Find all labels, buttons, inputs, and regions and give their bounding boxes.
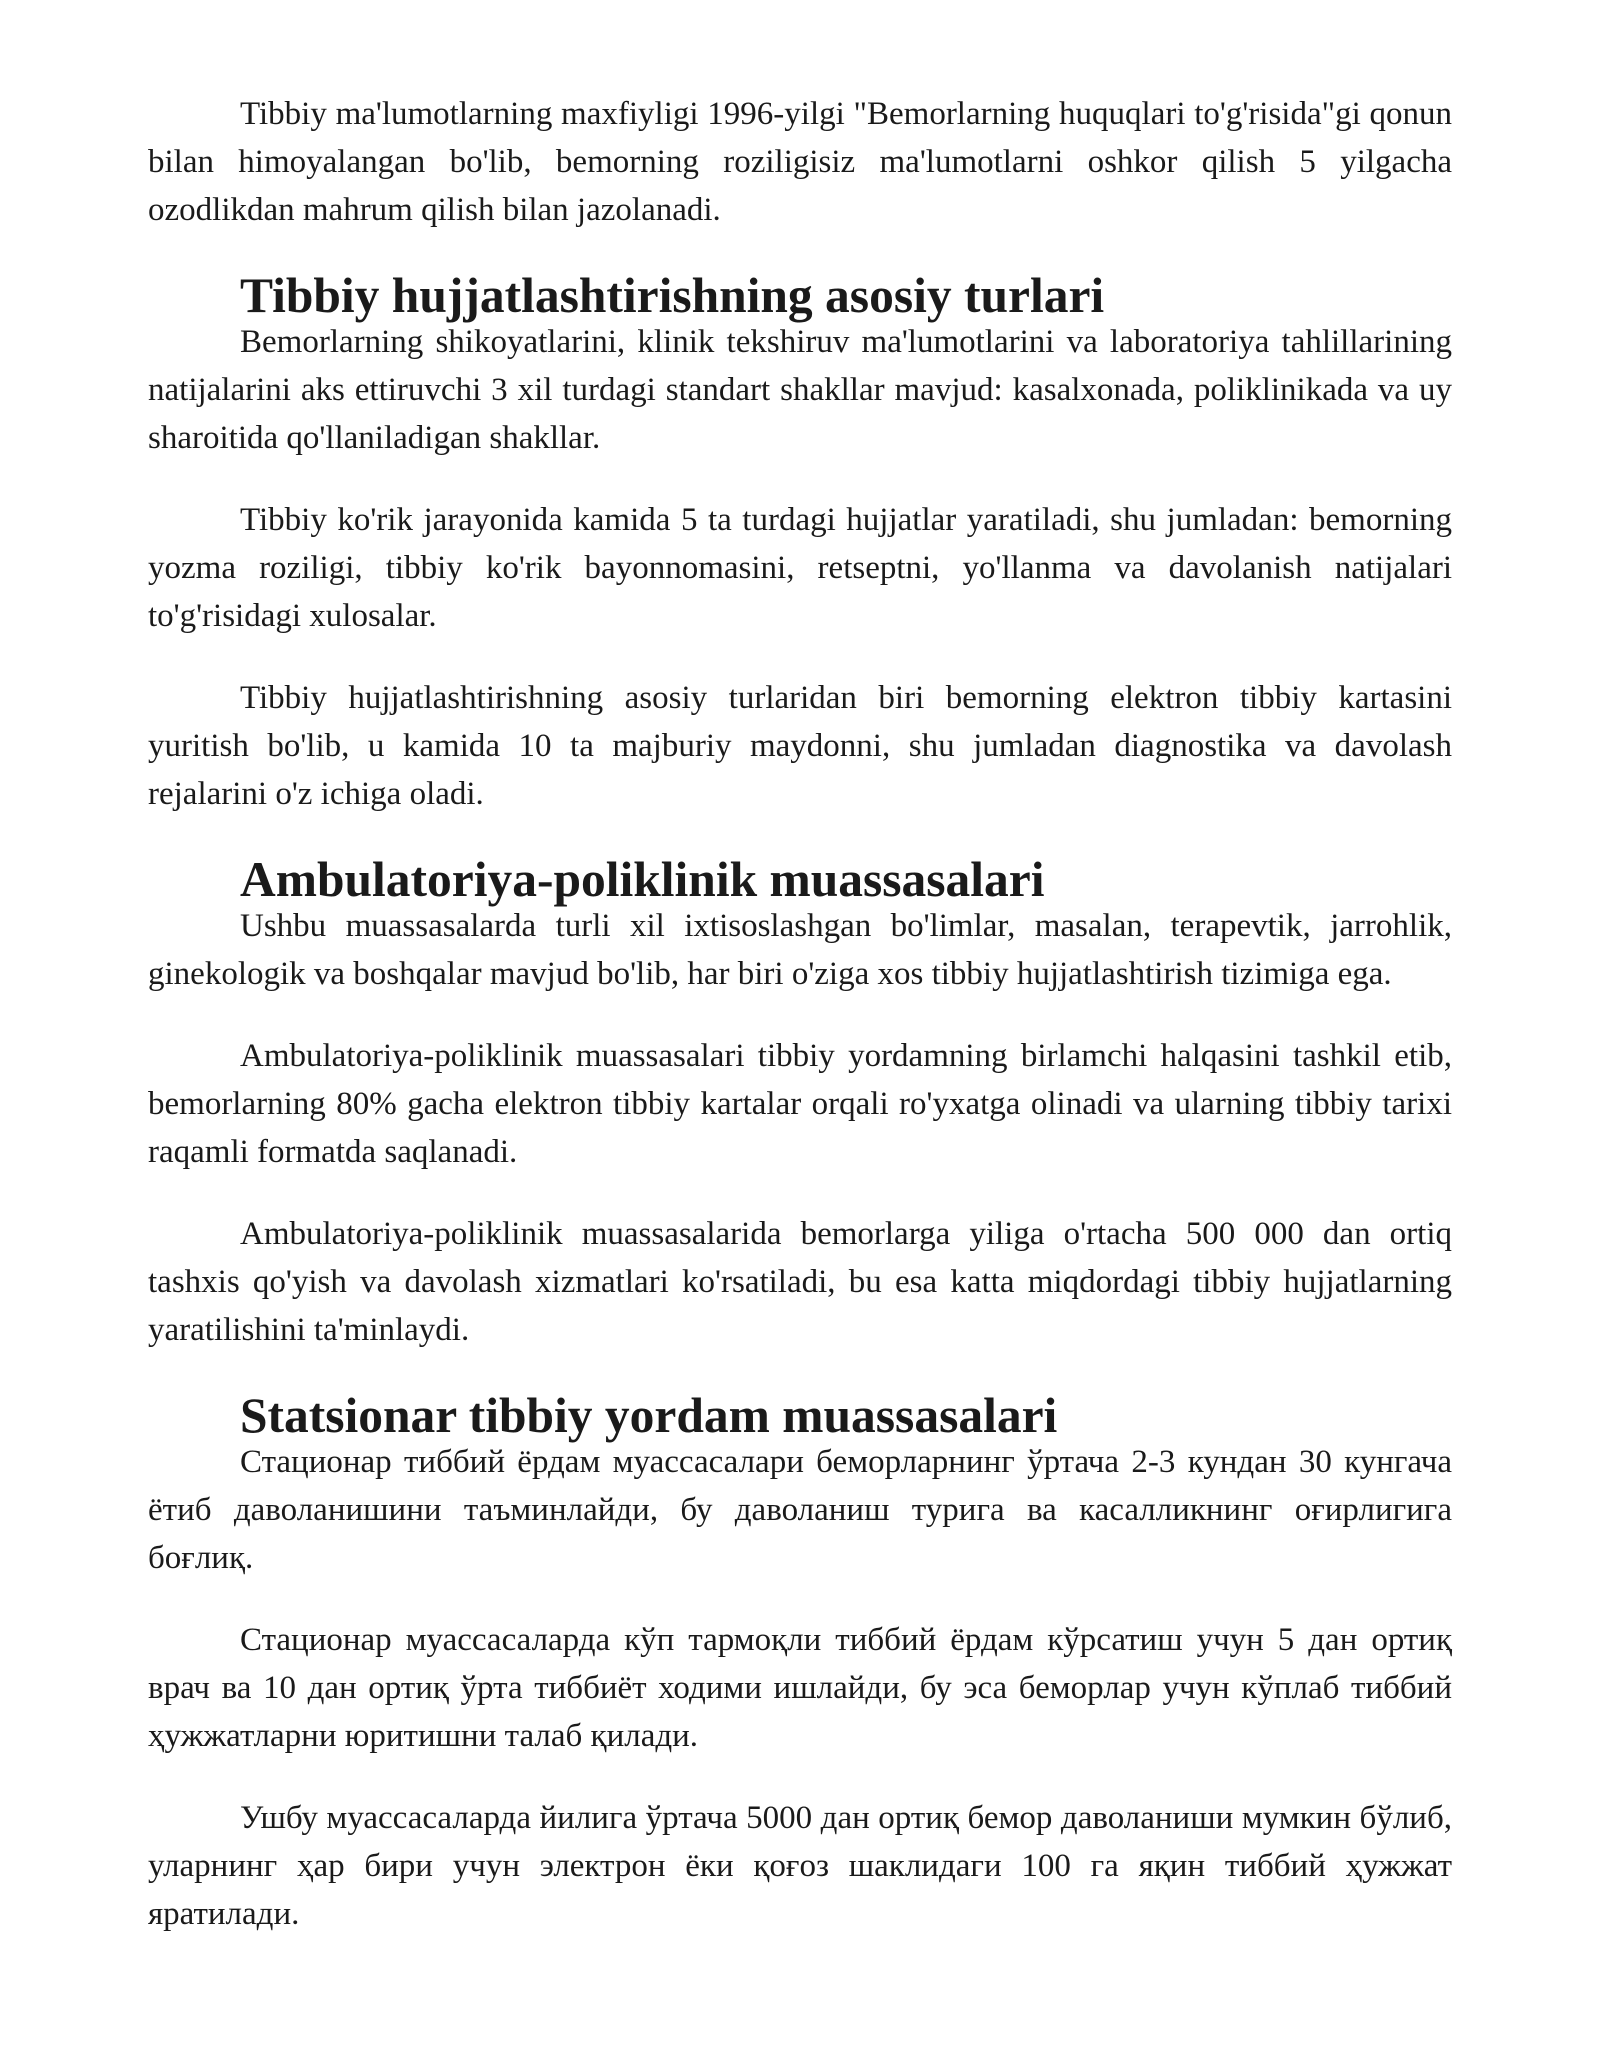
paragraph-electronic-card: Tibbiy hujjatlashtirishning asosiy turlaridan biri bemorning elektron tibbiy kartasini yuritish bo'lib, u kamida 10 ta majburiy maydonni, shu jumladan diagnostika va davolash rejalarini o'z ichiga oladi. [148,680,1452,812]
section-heading-inpatient: Statsionar tibbiy yordam muassasalari [240,1388,1058,1443]
paragraph-confidentiality: Tibbiy ma'lumotlarning maxfiyligi 1996-yilgi "Bemorlarning huquqlari to'g'risida"gi qonun bilan himoyalangan bo'lib, bemorning roziligisiz ma'lumotlarni oshkor qilish 5 yilgacha ozodlikdan mahrum qilish bilan jazolanadi. [148,96,1452,228]
paragraph-outpatient-departments: Ushbu muassasalarda turli xil ixtisoslashgan bo'limlar, masalan, terapevtik, jarrohlik, ginekologik va boshqalar mavjud bo'lib, har biri o'ziga xos tibbiy hujjatlashtirish tizimiga ega. [148,908,1452,992]
paragraph-outpatient-primary-care: Ambulatoriya-poliklinik muassasalari tibbiy yordamning birlamchi halqasini tashkil etib, bemorlarning 80% gacha elektron tibbiy kartalar orqali ro'yxatga olinadi va ularning tibbiy tarixi raqamli formatda saqlanadi. [148,1038,1452,1170]
paragraph-inpatient-staff: Стационар муассасаларда кўп тармоқли тиббий ёрдам кўрсатиш учун 5 дан ортиқ врач ва 10 дан ортиқ ўрта тиббиёт ходими ишлайди, бу эса беморлар учун кўплаб тиббий ҳужжатларни юритишни талаб қилади. [148,1622,1452,1754]
paragraph-examination-documents: Tibbiy ko'rik jarayonida kamida 5 ta turdagi hujjatlar yaratiladi, shu jumladan: bemorning yozma roziligi, tibbiy ko'rik bayonnomasini, retseptni, yo'llanma va davolanish natijalari to'g'risidagi xulosalar. [148,502,1452,634]
paragraph-standard-forms: Bemorlarning shikoyatlarini, klinik tekshiruv ma'lumotlarini va laboratoriya tahlillarining natijalarini aks ettiruvchi 3 xil turdagi standart shakllar mavjud: kasalxonada, poliklinikada va uy sharoitida qo'llaniladigan shakllar. [148,324,1452,456]
paragraph-inpatient-patients: Ушбу муассасаларда йилига ўртача 5000 дан ортиқ бемор даволаниши мумкин бўлиб, уларнинг ҳар бири учун электрон ёки қоғоз шаклидаги 100 га яқин тиббий ҳужжат яратилади. [148,1800,1452,1932]
section-heading-outpatient: Ambulatoriya-poliklinik muassasalari [240,852,1045,907]
document-page [148,90,1452,1938]
paragraph-inpatient-stay: Стационар тиббий ёрдам муассасалари беморларнинг ўртача 2-3 кундан 30 кунгача ётиб даволанишини таъминлайди, бу даволаниш турига ва касалликнинг оғирлигига боғлиқ. [148,1444,1452,1576]
section-heading-documentation-types: Tibbiy hujjatlashtirishning asosiy turlari [240,268,1105,323]
paragraph-outpatient-services: Ambulatoriya-poliklinik muassasalarida bemorlarga yiliga o'rtacha 500 000 dan ortiq tashxis qo'yish va davolash xizmatlari ko'rsatiladi, bu esa katta miqdordagi tibbiy hujjatlarning yaratilishini ta'minlaydi. [148,1216,1452,1348]
